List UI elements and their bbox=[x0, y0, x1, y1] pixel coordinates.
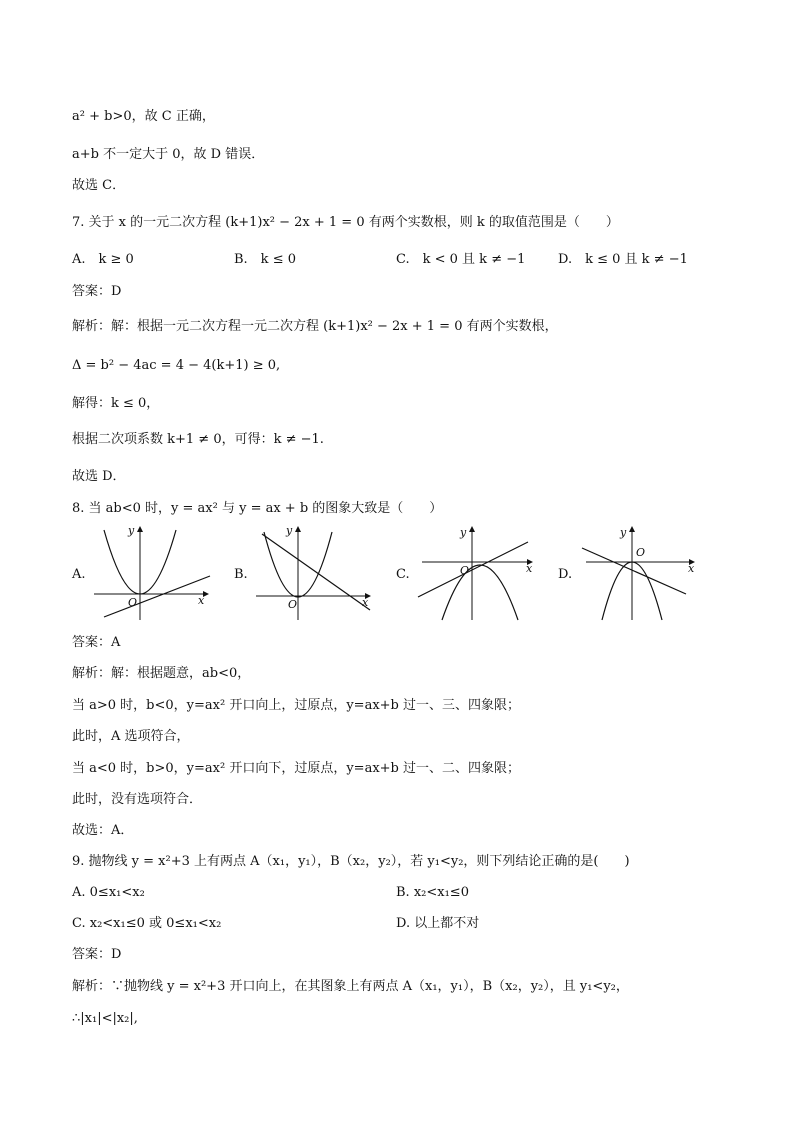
question-7: 7. 关于 x 的一元二次方程 (k+1)x² − 2x + 1 = 0 有两个实数根，则 k 的取值范围是（ ） bbox=[72, 215, 619, 230]
q7-option-a: A. k ≥ 0 bbox=[72, 252, 134, 267]
q9-option-a: A. 0≤x₁<x₂ bbox=[72, 885, 145, 900]
solution-line: 解得：k ≤ 0， bbox=[72, 396, 160, 411]
origin-label: O bbox=[288, 598, 298, 611]
q8-option-d-label: D. bbox=[558, 567, 573, 582]
q9-option-b: B. x₂<x₁≤0 bbox=[396, 885, 469, 900]
q8-graph-c bbox=[414, 522, 539, 626]
solution-line: Δ = b² − 4ac = 4 − 4(k+1) ≥ 0, bbox=[72, 358, 281, 373]
answer-9: 答案：D bbox=[72, 947, 122, 962]
y-axis-label: y bbox=[128, 524, 135, 537]
x-axis-label: x bbox=[526, 562, 533, 575]
origin-label: O bbox=[128, 596, 138, 609]
text-line: a² + b>0，故 C 正确， bbox=[72, 109, 215, 124]
answer-8: 答案：A bbox=[72, 635, 121, 650]
x-axis-label: x bbox=[198, 594, 205, 607]
solution-line: 根据二次项系数 k+1 ≠ 0，可得：k ≠ −1. bbox=[72, 432, 324, 447]
text-line: 故选 C． bbox=[72, 178, 126, 193]
origin-label: O bbox=[460, 564, 470, 577]
q9-option-c: C. x₂<x₁≤0 或 0≤x₁<x₂ bbox=[72, 916, 222, 931]
q9-option-d: D. 以上都不对 bbox=[396, 916, 480, 931]
q8-graph-a bbox=[90, 522, 215, 626]
q8-graph-d bbox=[576, 522, 701, 626]
q8-option-b-label: B. bbox=[234, 567, 248, 582]
q7-option-d: D. k ≤ 0 且 k ≠ −1 bbox=[558, 252, 688, 267]
y-axis-label: y bbox=[620, 526, 627, 539]
solution-line: 解析：解：根据题意，ab<0， bbox=[72, 666, 251, 681]
y-axis-label: y bbox=[286, 524, 293, 537]
origin-label: O bbox=[636, 546, 646, 559]
q8-option-a-label: A. bbox=[72, 567, 86, 582]
y-axis-label: y bbox=[460, 526, 467, 539]
solution-line: 解析：解：根据一元二次方程一元二次方程 (k+1)x² − 2x + 1 = 0 有两个实数根， bbox=[72, 319, 558, 334]
x-axis-label: x bbox=[362, 596, 369, 609]
solution-line: 此时，A 选项符合， bbox=[72, 729, 190, 744]
q8-option-c-label: C. bbox=[396, 567, 410, 582]
x-axis-label: x bbox=[688, 562, 695, 575]
q8-graph-b bbox=[252, 522, 377, 626]
solution-line: 当 a>0 时，b<0，y=ax² 开口向上，过原点，y=ax+b 过一、三、四象限； bbox=[72, 698, 520, 713]
solution-line: 解析：∵抛物线 y = x²+3 开口向上，在其图象上有两点 A（x₁，y₁），B（x₂，y₂），且 y₁<y₂， bbox=[72, 979, 629, 994]
solution-line: ∴|x₁|<|x₂|, bbox=[72, 1011, 138, 1026]
solution-line: 当 a<0 时，b>0，y=ax² 开口向下，过原点，y=ax+b 过一、二、四象限； bbox=[72, 761, 520, 776]
q7-option-c: C. k < 0 且 k ≠ −1 bbox=[396, 252, 526, 267]
solution-line: 此时，没有选项符合． bbox=[72, 792, 203, 807]
question-9: 9. 抛物线 y = x²+3 上有两点 A（x₁，y₁），B（x₂，y₂），若 y₁<y₂，则下列结论正确的是( ) bbox=[72, 854, 630, 869]
solution-line: 故选：A． bbox=[72, 823, 134, 838]
answer-7: 答案：D bbox=[72, 284, 122, 299]
q7-option-b: B. k ≤ 0 bbox=[234, 252, 296, 267]
solution-line: 故选 D． bbox=[72, 469, 126, 484]
text-line: a+b 不一定大于 0，故 D 错误． bbox=[72, 147, 265, 162]
question-8: 8. 当 ab<0 时，y = ax² 与 y = ax + b 的图象大致是（ ） bbox=[72, 501, 443, 516]
